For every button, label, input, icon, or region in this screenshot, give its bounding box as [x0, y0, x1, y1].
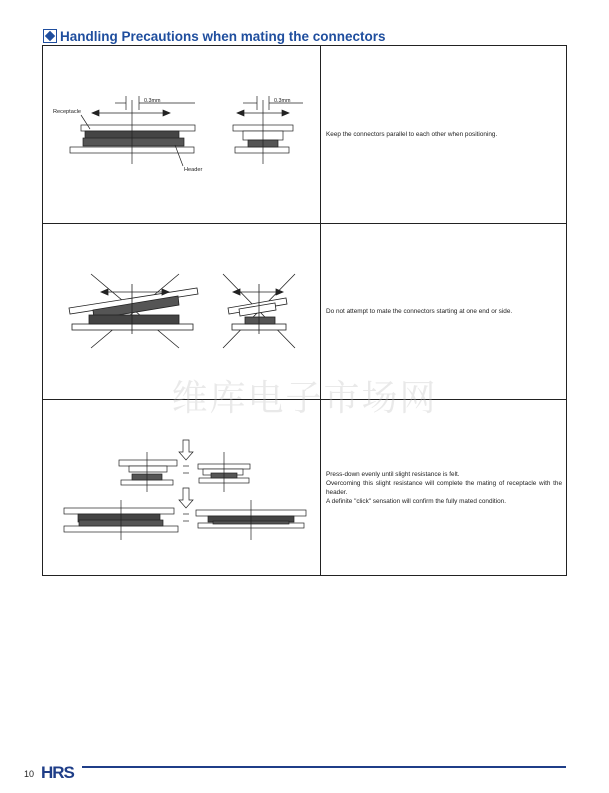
header-label: Header	[184, 167, 203, 173]
instruction-line: Press-down evenly until slight resistance is felt.	[326, 470, 460, 478]
instruction-line: Keep the connectors parallel to each other when positioning.	[326, 131, 498, 138]
table-row-no-angle	[43, 223, 566, 399]
instruction-text-3	[326, 400, 562, 575]
large-angled-pair	[69, 274, 198, 348]
diamond-in-square-icon	[43, 29, 57, 43]
small-mating-sequence	[119, 440, 250, 492]
figure-cell	[43, 46, 321, 223]
section-title	[43, 27, 386, 45]
instruction-text-2	[326, 224, 562, 399]
page-number: 10	[24, 769, 35, 779]
watermark-text: 维库电子市场网	[171, 378, 438, 419]
figure-cell	[43, 224, 321, 399]
gap-label-left: 0.3mm	[144, 98, 161, 104]
table-row-press-down	[43, 399, 566, 575]
footer-rule	[82, 766, 566, 768]
gap-label-right: 0.3mm	[274, 98, 291, 104]
small-angled-pair	[223, 274, 295, 348]
small-connector-pair	[233, 96, 303, 164]
hrs-logo	[40, 762, 82, 782]
receptacle-label: Receptacle	[53, 109, 81, 115]
parallel-positioning-figure	[43, 46, 320, 223]
instruction-line: Do not attempt to mate the connectors starting at one end or side.	[326, 308, 513, 315]
instruction-text-1	[326, 46, 562, 223]
large-connector-pair	[70, 96, 195, 166]
figure-cell	[43, 400, 321, 575]
large-mating-sequence	[64, 488, 306, 540]
instruction-line: A definite "click" sensation will confirm the fully mated condition.	[326, 497, 507, 505]
press-down-mating-figure	[43, 400, 320, 576]
section-title-text: Handling Precautions when mating the connectors	[60, 28, 386, 44]
angled-mating-prohibited-figure	[43, 224, 320, 399]
svg-text:HRS: HRS	[41, 763, 74, 782]
instruction-line: Overcoming this slight resistance will complete the mating of receptacle with the header.	[326, 479, 562, 496]
precautions-table	[42, 45, 567, 576]
table-row-parallel	[43, 46, 566, 223]
